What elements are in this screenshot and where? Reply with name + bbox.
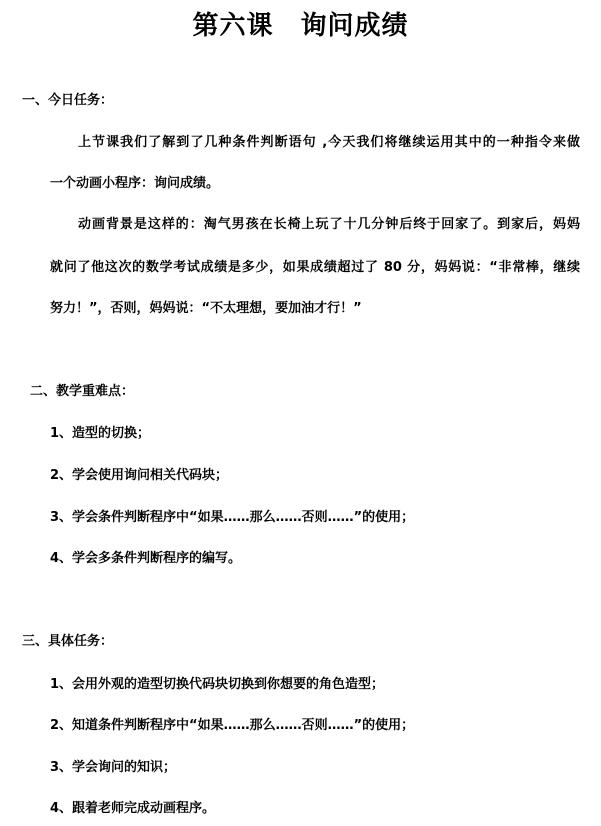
background-paragraph-text-1: 动画背景是这样的：淘气男孩在长椅上玩了十几分钟后终于回家了。到家后，妈妈 [78, 217, 580, 232]
list-item: 2、知道条件判断程序中“如果……那么……否则……”的使用； [50, 718, 415, 733]
intro-paragraph-line-1 [50, 134, 580, 152]
list-item: 1、造型的切换； [50, 426, 151, 441]
section-heading-tasks-today: 一、今日任务： [22, 93, 114, 108]
background-paragraph-line-3: 努力！”，否则，妈妈说：“不太理想，要加油才行！” [50, 301, 362, 316]
background-paragraph-line-1 [50, 216, 580, 234]
list-item: 1、会用外观的造型切换代码块切换到你想要的角色造型； [50, 677, 385, 692]
background-paragraph-line-2: 就问了他这次的数学考试成绩是多少，如果成绩超过了 80 分，妈妈说：“非常棒，继续 [50, 260, 580, 275]
list-item: 4、学会多条件判断程序的编写。 [50, 551, 242, 566]
section-heading-key-points: 二、教学重难点： [30, 384, 135, 399]
section-heading-specific-tasks: 三、具体任务： [22, 634, 114, 649]
list-item: 3、学会询问的知识； [50, 760, 177, 775]
list-item: 4、跟着老师完成动画程序。 [50, 801, 216, 816]
intro-paragraph-line-2: 一个动画小程序：询问成绩。 [50, 176, 220, 191]
lesson-title: 第六课 询问成绩 [192, 11, 409, 41]
list-item: 2、学会使用询问相关代码块； [50, 468, 229, 483]
list-item: 3、学会条件判断程序中“如果……那么……否则……”的使用； [50, 510, 415, 525]
intro-paragraph-text-1: 上节课我们了解到了几种条件判断语句 ,今天我们将继续运用其中的一种指令来做 [78, 135, 580, 150]
